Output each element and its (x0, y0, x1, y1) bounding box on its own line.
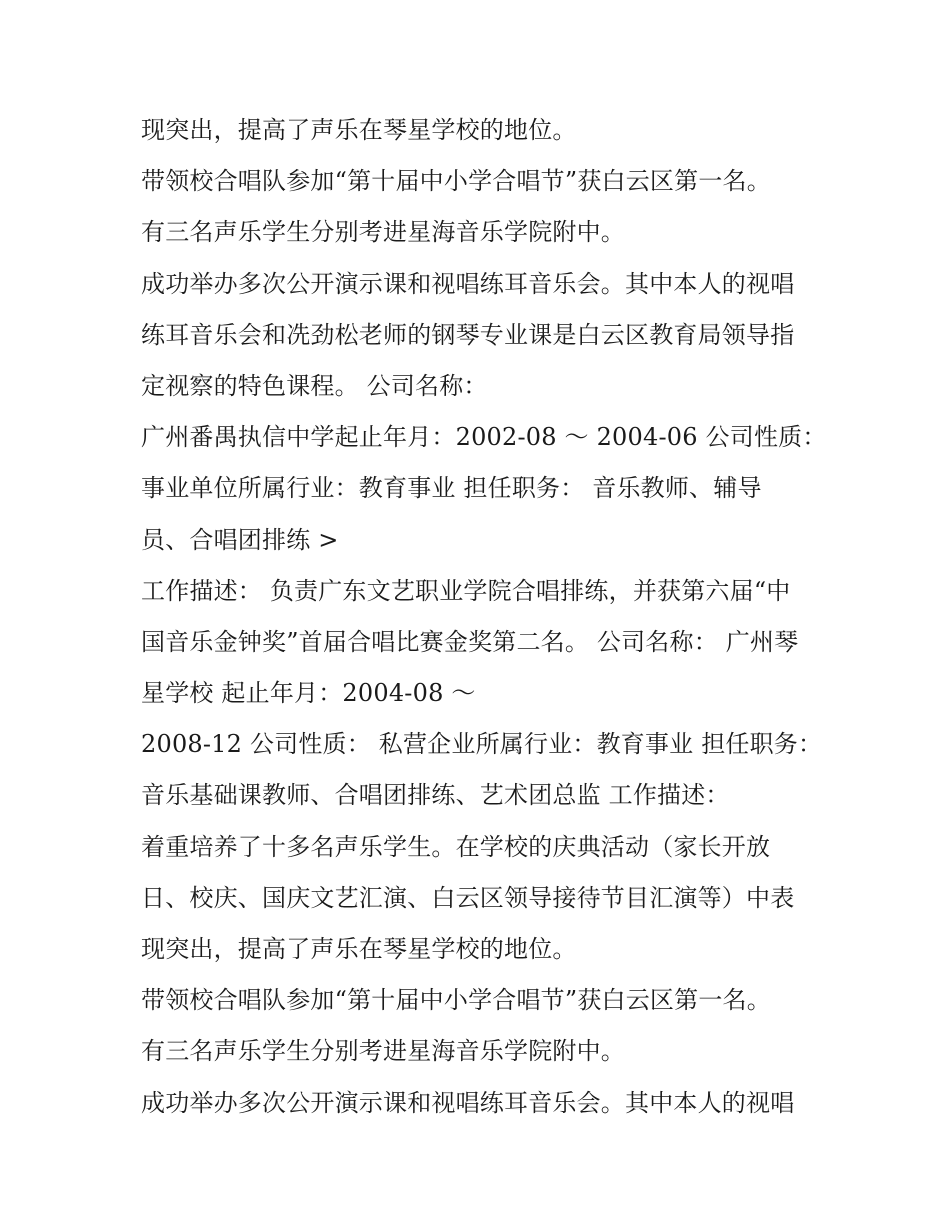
document-body (141, 110, 831, 1134)
text-line: 有三名声乐学生分别考进星海音乐学院附中。 (141, 218, 625, 247)
text-line: 着重培养了十多名声乐学生。在学校的庆典活动（家长开放 (141, 832, 771, 861)
text-line: 带领校合唱队参加“第十届中小学合唱节”获白云区第一名。 (141, 986, 771, 1015)
text-line: 定视察的特色课程。 公司名称： (141, 371, 488, 400)
text-line: 现突出，提高了声乐在琴星学校的地位。 (141, 116, 577, 144)
text-line: 音乐基础课教师、合唱团排练、艺术团总监 工作描述： (141, 781, 730, 810)
text-line: 广州番禺执信中学起止年月：2002-08 ～ 2004-06 公司性质： (141, 423, 827, 452)
text-line: 成功举办多次公开演示课和视唱练耳音乐会。其中本人的视唱 (141, 1088, 795, 1117)
text-line: 国音乐金钟奖”首届合唱比赛金奖第二名。 公司名称： 广州琴 (141, 627, 799, 656)
text-line: 2008-12 公司性质： 私营企业所属行业：教育事业 担任职务： (141, 730, 823, 759)
text-line: 成功举办多次公开演示课和视唱练耳音乐会。其中本人的视唱 (141, 269, 795, 298)
text-line: 现突出，提高了声乐在琴星学校的地位。 (141, 935, 577, 963)
text-line: 练耳音乐会和冼劲松老师的钢琴专业课是白云区教育局领导指 (141, 320, 795, 349)
text-line: 工作描述： 负责广东文艺职业学院合唱排练，并获第六届“中 (141, 576, 791, 605)
text-line: 日、校庆、国庆文艺汇演、白云区领导接待节目汇演等）中表 (141, 883, 795, 912)
text-line: 事业单位所属行业：教育事业 担任职务： 音乐教师、辅导 (141, 474, 762, 503)
text-line: 带领校合唱队参加“第十届中小学合唱节”获白云区第一名。 (141, 167, 771, 196)
text-line: 有三名声乐学生分别考进星海音乐学院附中。 (141, 1037, 625, 1066)
text-line: 星学校 起止年月：2004-08 ～ (141, 679, 476, 708)
text-line: 员、合唱团排练 > (141, 525, 339, 554)
